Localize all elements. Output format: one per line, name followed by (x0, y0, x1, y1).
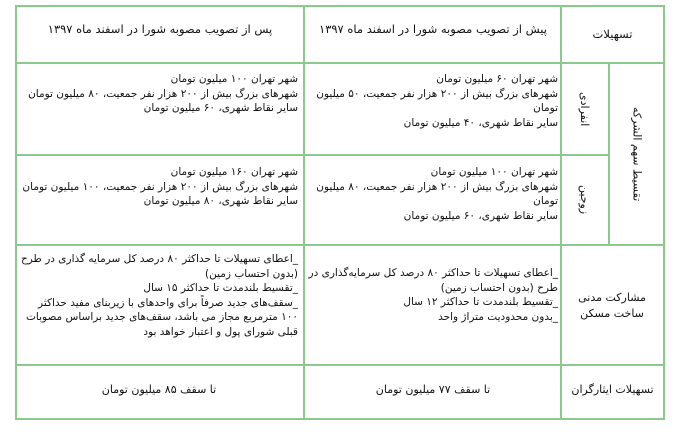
row-couple-after: شهر تهران ۱۶۰ میلیون تومان شهرهای بزرگ بیش از ۲۰۰ هزار نفر جمعیت، ۱۰۰ میلیون تومان سایر نقاط شهری، ۸۰ میلیون تومان (22, 166, 298, 207)
group-label: تقسیط سهم الشرکه (630, 106, 644, 202)
row-individual-label: انفرادی (578, 91, 591, 127)
header-after: پس از تصویب مصوبه شورا در اسفند ماه ۱۳۹۷ (47, 22, 273, 36)
row-sacrifice-after: تا سقف ۸۵ میلیون تومان (101, 383, 217, 396)
header-facilities: تسهیلات (592, 27, 633, 41)
row-sacrifice-before: تا سقف ۷۷ میلیون تومان (375, 383, 491, 396)
row-individual-after: شهر تهران ۱۰۰ میلیون تومان شهرهای بزرگ بیش از ۲۰۰ هزار نفر جمعیت، ۸۰ میلیون تومان سایر نقاط شهری، ۶۰ میلیون تومان (28, 73, 298, 114)
row-couple-label: زوجین (578, 185, 591, 215)
row-civil-label: مشارکت مدنی ساخت مسکن (578, 291, 646, 320)
row-sacrifice-label: تسهیلات ایثارگران (571, 383, 654, 396)
row-civil-before: _اعطای تسهیلات تا حداکثر ۸۰ درصد کل سرمایه‌گذاری در طرح (بدون احتساب زمین) _تقسیط بلندمدت تا حداکثر ۱۲ سال _بدون محدودیت متراژ واحد (308, 267, 558, 323)
row-civil-after: _اعطای تسهیلات تا حداکثر ۸۰ درصد کل سرمایه گذاری در طرح (بدون احتساب زمین) _تقسیط بلندمدت تا حداکثر ۱۵ سال _سقف‌های جدید صرفاً برای واحدهای با زیربنای مفید حداکثر ۱۰۰ مترمربع مجاز می باشد، سقف‌های جدید براساس مصوبات قبلی شورای پول و اعتبار خواهد بود (20, 253, 298, 338)
row-individual-before: شهر تهران ۶۰ میلیون تومان شهرهای بزرگ بیش از ۲۰۰ هزار نفر جمعیت، ۵۰ میلیون تومان سایر نقاط شهری، ۴۰ میلیون تومان (316, 73, 558, 129)
header-before: پیش از تصویب مصوبه شورا در اسفند ماه ۱۳۹۷ (319, 22, 547, 36)
row-couple-before: شهر تهران ۱۰۰ میلیون تومان شهرهای بزرگ بیش از ۲۰۰ هزار نفر جمعیت، ۸۰ میلیون تومان سایر نقاط شهری، ۶۰ میلیون تومان (316, 166, 558, 222)
